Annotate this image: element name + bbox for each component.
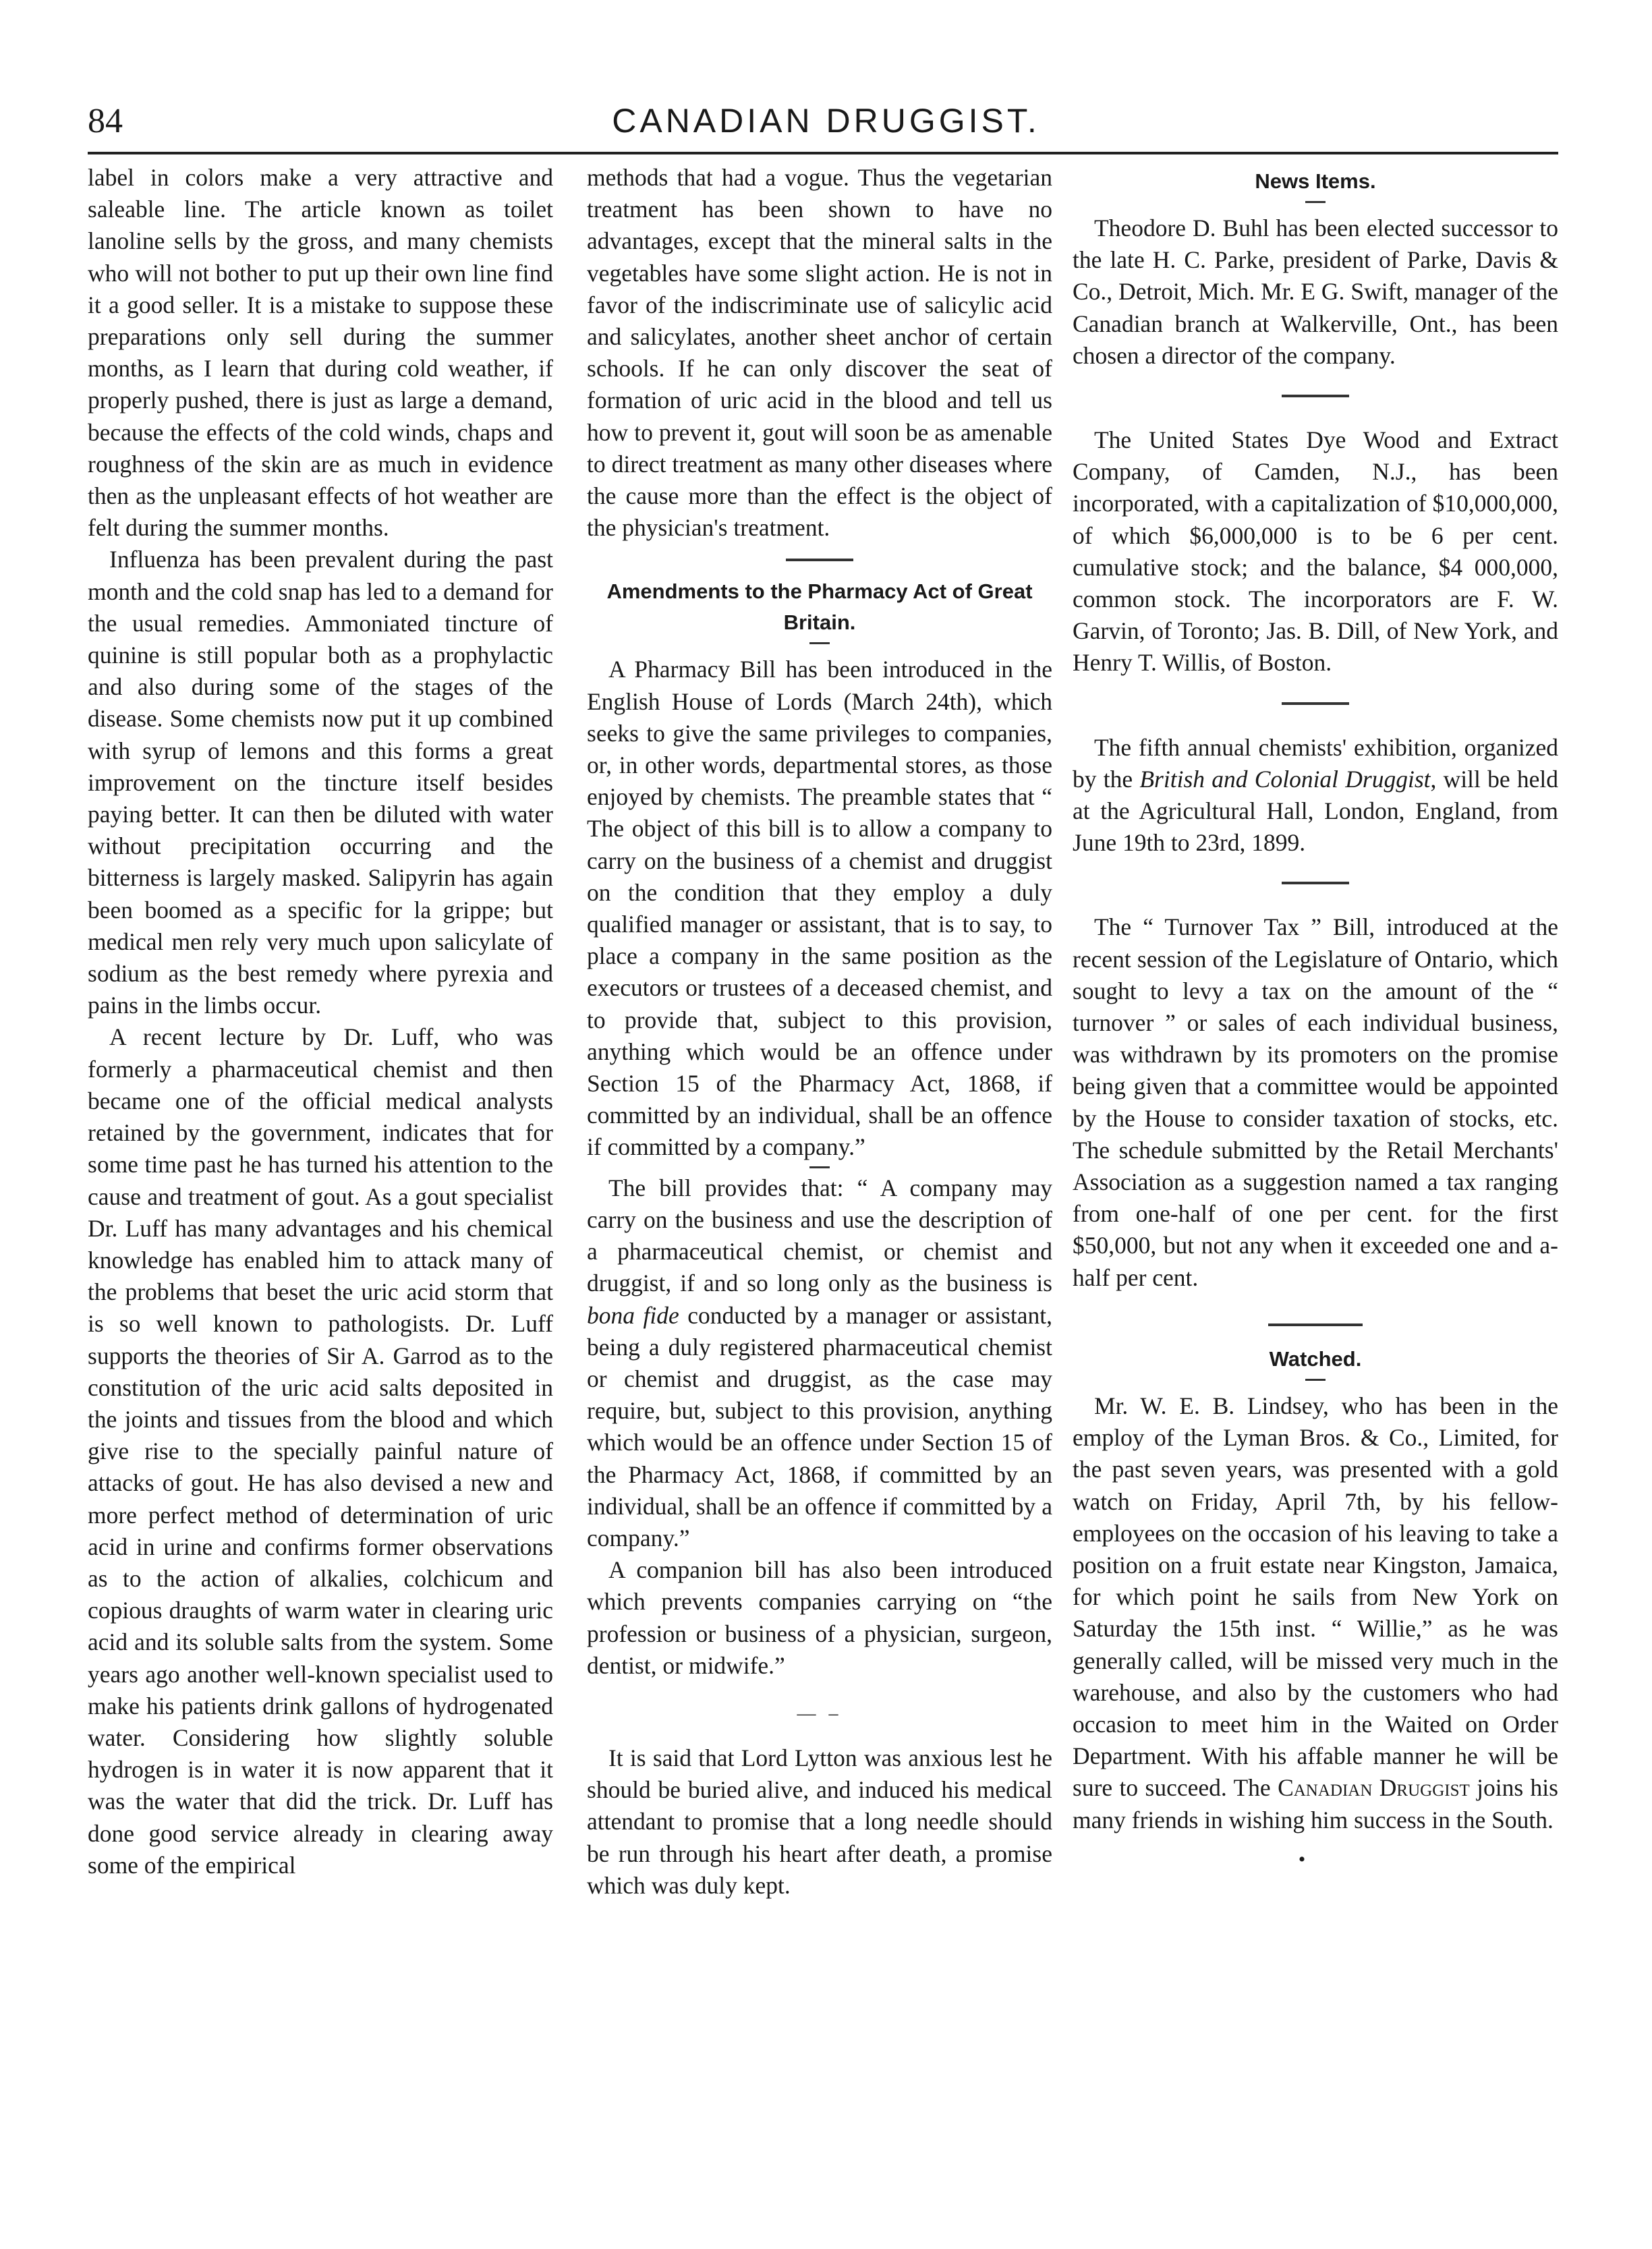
paragraph-lanoline: label in colors make a very attractive and saleable line. The article known as toilet lanoline sells by the gross, and many chemists who will not bother to put up their own line find it a good seller. It is a mistake to suppose these preparations only sell during the summer months, as I learn that during cold weather, if properly pushed, there is just as large a demand, because the effects of the cold winds, chaps and roughness of the skin are as much in evidence then as the unpleasant effects of hot weather are felt during the summer months. bbox=[88, 164, 553, 542]
pharmacy-act-heading: Amendments to the Pharmacy Act of Great Britain. bbox=[606, 579, 1033, 635]
section-divider: — – bbox=[797, 1703, 843, 1724]
section-rule bbox=[786, 559, 853, 561]
bona-fide-italic: bona fide bbox=[587, 1301, 679, 1329]
end-mark: • bbox=[1298, 1848, 1306, 1871]
paragraph-dash bbox=[809, 1166, 830, 1168]
paragraph-bill-provides bbox=[587, 1172, 1052, 1554]
item-rule bbox=[1282, 395, 1349, 397]
column-2 bbox=[587, 162, 1052, 1902]
lindsey-text-part-1: Mr. W. E. B. Lindsey, who has been in the employ of the Lyman Bros. & Co., Limited, for the past seven years, was presented with a gold watch on Friday, April 7th, by his fellow-employees on the occasion of his leaving to take a position on a fruit estate near Kingston, Jamaica, for which point he sails from New York on Saturday the 15th inst. “ Willie,” as he was generally called, will be missed very much in the warehouse, and also by the customers who had occasion to meet him in the Waited on Order Department. With his affable manner he will be sure to succeed. The bbox=[1073, 1392, 1558, 1802]
column-1 bbox=[88, 162, 553, 1881]
watched-heading: Watched. bbox=[1269, 1346, 1362, 1371]
paragraph-buhl: Theodore D. Buhl has been elected successor to the late H. C. Parke, president of Parke, Davis & Co., Detroit, Mich. Mr. E G. Swift, manager of the Canadian branch at Walkerville, Ont., has been chosen a director of the company. bbox=[1073, 215, 1558, 369]
section-rule bbox=[1268, 1323, 1363, 1326]
paragraph-exhibition bbox=[1073, 732, 1558, 859]
paragraph-gout-methods: methods that had a vogue. Thus the vegetarian treatment has been shown to have no advantages, except that the mineral salts in the vegetables have some slight action. He is not in favor of the indiscriminate use of salicylic acid and salicylates, another sheet anchor of certain schools. If he can only discover the seat of formation of uric acid in the blood and tell us how to prevent it, gout will soon be as amenable to direct treatment as many other diseases where the cause more than the effect is the object of the physician's treatment. bbox=[587, 164, 1052, 542]
paragraph-influenza: Influenza has been prevalent during the past month and the cold snap has led to a demand for the usual remedies. Ammoniated tincture of quinine is still popular both as a prophylactic and also during some of the stages of the disease. Some chemists now put it up combined with syrup of lemons and this forms a great improvement on the tincture itself besides paying better. It can then be diluted with water without precipitation occurring and the bitterness is largely masked. Salipyrin has again been boomed as a specific for la grippe; but medical men rely very much upon salicylate of sodium as the best remedy where pyrexia and pains in the limbs occur. bbox=[88, 546, 553, 1019]
paragraph-companion-bill: A companion bill has also been introduced which prevents companies carrying on “the profession or business of a physician, surgeon, dentist, or midwife.” bbox=[587, 1556, 1052, 1679]
paragraph-lindsey bbox=[1073, 1390, 1558, 1836]
item-rule bbox=[1282, 882, 1349, 884]
exhibition-text-part-2: , will be held at the Agricultural Hall, London, England, from June 19th to 23rd, 1899. bbox=[1073, 765, 1558, 857]
canadian-druggist-smallcaps: Canadian Druggist bbox=[1278, 1774, 1470, 1802]
paragraph-dr-luff: A recent lecture by Dr. Luff, who was formerly a pharmaceutical chemist and then became one of the official medical analysts retained by the government, indicates that for some time past he has turned his attention to the cause and treatment of gout. As a gout specialist Dr. Luff has many advantages and his chemical knowledge has enabled him to attack many of the problems that beset the uric acid storm that is so well known to pathologists. Dr. Luff supports the theories of Sir A. Garrod as to the constitution of the uric acid salts deposited in the joints and tissues from the blood and which give rise to the specially painful nature of attacks of gout. He has also devised a new and more perfect method of determination of uric acid in urine and confirms former observations as to the action of alkalies, colchicum and copious draughts of warm water in clearing uric acid and its soluble salts from the system. Some years ago another well-known specialist used to make his patients drink gallons of hydrogenated water. Considering how slightly soluble hydrogen is in water it is now apparent that it was the water that did the trick. Dr. Luff has done good service already in clearing away some of the empirical bbox=[88, 1023, 553, 1879]
heading-dash bbox=[1305, 1379, 1326, 1381]
heading-dash bbox=[1305, 201, 1326, 203]
paragraph-pharmacy-bill: A Pharmacy Bill has been introduced in the English House of Lords (March 24th), which seeks to give the same privileges to companies, or, in other words, departmental stores, as those enjoyed by chemists. The preamble states that “ The object of this bill is to allow a company to carry on the business of a chemist and druggist on the condition that they employ a duly qualified manager or assistant, that is to say, to place a company in the same position as the executors or trustees of a deceased chemist, and to provide that, subject to this provision, anything which would be an offence under Section 15 of the Pharmacy Act, 1868, if committed by an individual, shall be an offence if committed by a company.” bbox=[587, 656, 1052, 1161]
exhibition-text-part-1: The fifth annual chemists' exhibition, organized by the bbox=[1073, 733, 1558, 793]
journal-name-italic: British and Colonial Druggist bbox=[1139, 765, 1431, 793]
item-rule bbox=[1282, 702, 1349, 705]
heading-dash bbox=[809, 642, 830, 644]
bill-text-part-2: conducted by a manager or assistant, being a duly registered pharmaceutical chemist or chemist and druggist, as the case may require, but, subject to this provision, anything which would be an offence under Section 15 of the Pharmacy Act, 1868, if committed by an individual, shall be an offence if committed by a company.” bbox=[587, 1301, 1053, 1551]
bill-text-part-1: The bill provides that: “ A company may carry on the business and use the description of a pharmaceutical chemist, or chemist and druggist, if and so long only as the business is bbox=[587, 1174, 1052, 1297]
paragraph-dye-wood: The United States Dye Wood and Extract Company, of Camden, N.J., has been incorporated, with a capitalization of $10,000,000, of which $6,000,000 is to be 6 per cent. cumulative stock; and the balance, $4 000,000, common stock. The incorporators are F. W. Garvin, of Toronto; Jas. B. Dill, of New York, and Henry T. Willis, of Boston. bbox=[1073, 426, 1558, 677]
lindsey-text-part-2: joins his many friends in wishing him success in the South. bbox=[1073, 1774, 1558, 1833]
news-items-heading: News Items. bbox=[1255, 169, 1376, 193]
column-3 bbox=[1073, 162, 1558, 1870]
paragraph-lord-lytton: It is said that Lord Lytton was anxious lest he should be buried alive, and induced his medical attendant to promise that a long needle should be run through his heart after death, a promise which was duly kept. bbox=[587, 1744, 1052, 1899]
journal-title: CANADIAN DRUGGIST. bbox=[612, 102, 1040, 140]
header-rule bbox=[88, 152, 1558, 154]
paragraph-turnover-tax: The “ Turnover Tax ” Bill, introduced at the recent session of the Legislature of Ontario, which sought to levy a tax on the amount of the “ turnover ” or sales of each individual business, was withdrawn by its promoters on the promise being given that a committee would be appointed by the House to consider taxation of stocks, etc. The schedule submitted by the Retail Merchants' Association as a suggestion named a tax ranging from one-half of one per cent. for the first $50,000, but not any when it exceeded one and a-half per cent. bbox=[1073, 913, 1558, 1291]
page-number: 84 bbox=[88, 102, 123, 140]
